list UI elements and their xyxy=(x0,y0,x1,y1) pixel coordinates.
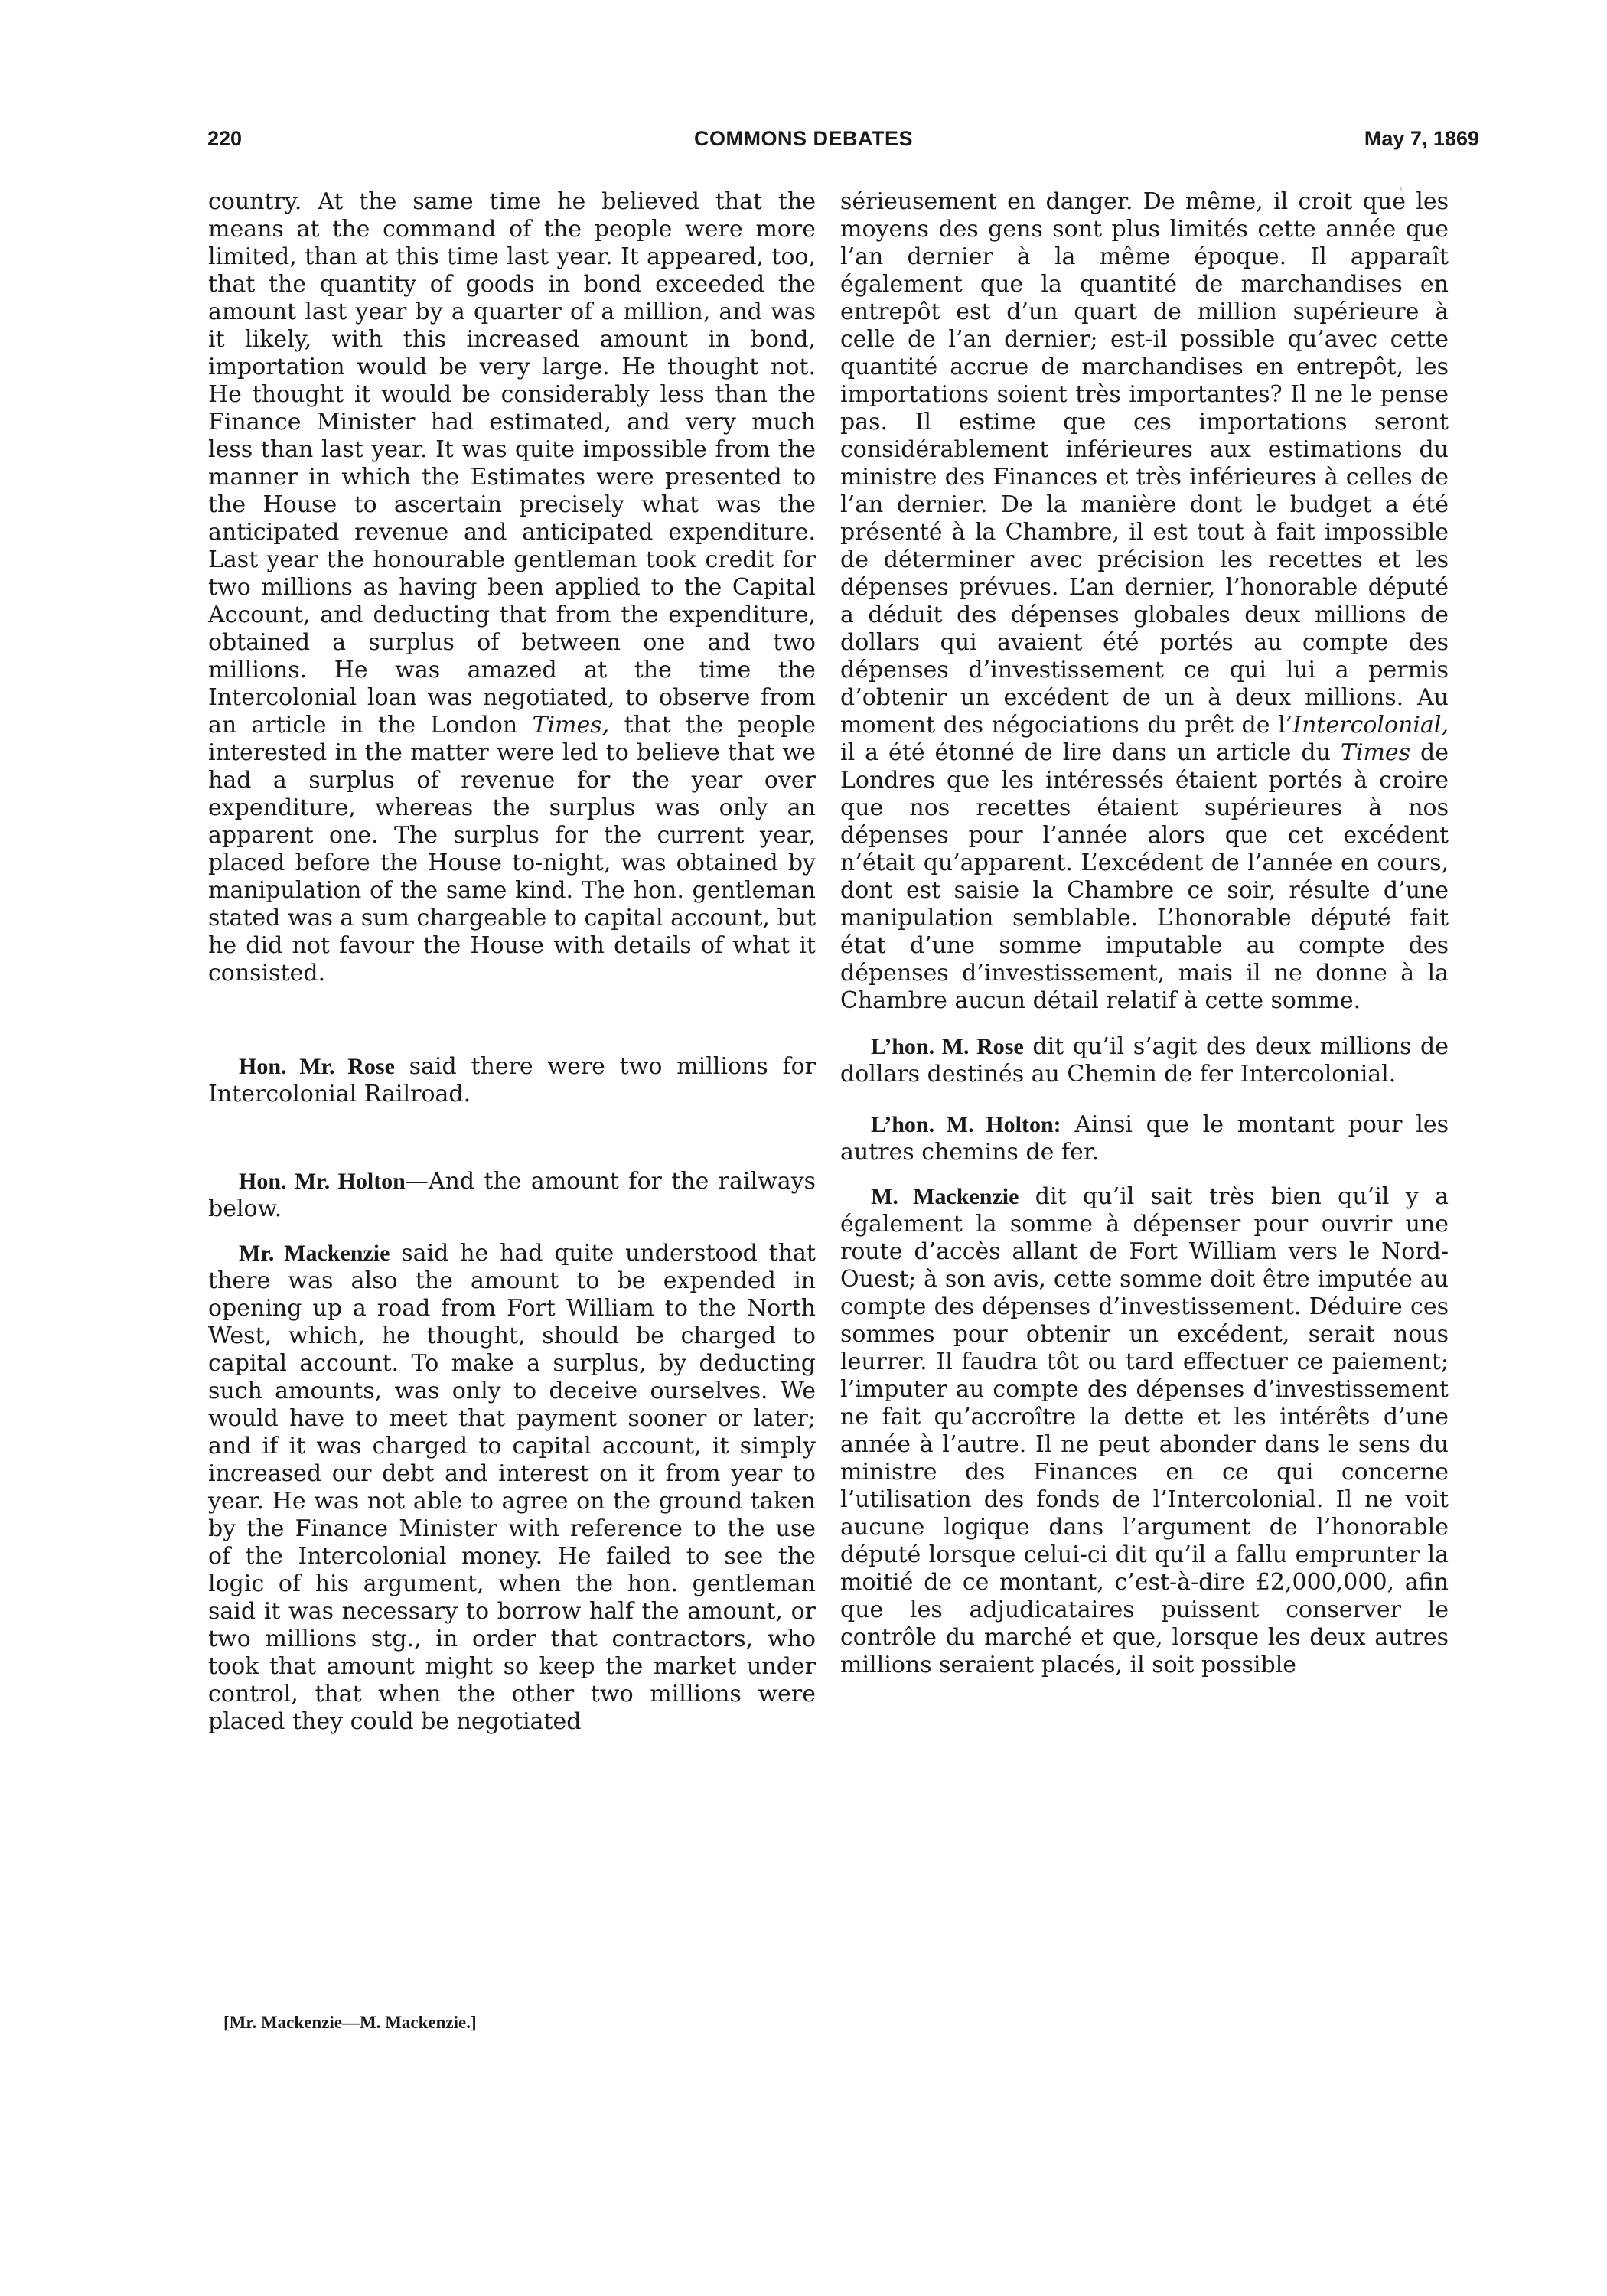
speech-text: Ainsi que le montant pour les autres chemins de fer. xyxy=(840,1111,1449,1166)
speech-text: —And the amount for the railways below. xyxy=(208,1168,816,1222)
french-p1-text: sérieusement en danger. De même, il croit que les moyens des gens sont plus limités cette année que l’an dernier à la même époque. Il apparaît également que la quantité de marchandises en entrepôt est d’un quart de million supérieure à celle de l’an dernier; est-il possible qu’avec cette quantité accrue de marchandises en entrepôt, les importations soient très importantes? Il ne le pense pas. Il estime que ces importations seront considérablement inférieures aux estimations du ministre des Finances et très inférieures à celles de l’an dernier. De la manière dont le budget a été présenté à la Chambre, il est tout à fait impossible de déterminer avec précision les recettes et les dépenses prévues. L’an dernier, l’honorable député a déduit des dépenses globales deux millions de dollars qui avaient été portés au compte des dépenses d’investissement ce qui lui a permis d’obtenir un excédent de un à deux millions. Au moment des négociations du prêt de l’ xyxy=(840,188,1449,739)
page-number: 220 xyxy=(207,127,243,150)
french-rose-paragraph xyxy=(840,1033,1449,1088)
speech-text: said there were two millions for Intercolonial Railroad. xyxy=(208,1053,816,1107)
french-mackenzie-paragraph xyxy=(840,1183,1449,1679)
speaker-name: Hon. Mr. Rose xyxy=(239,1054,395,1079)
english-p1-text: country. At the same time he believed that the means at the command of the people were more limited, than at this time last year. It appeared, too, that the quantity of goods in bond exceeded the amount last year by a quarter of a million, and was it likely, with this increased amount in bond, importation would be very large. He thought not. He thought it would be considerably less than the Finance Minister had estimated, and very much less than last year. It was quite impossible from the manner in which the Estimates were presented to the House to ascertain precisely what was the anticipated revenue and anticipated expenditure. Last year the honourable gentleman took credit for two millions as having been applied to the Capital Account, and deducting that from the expenditure, obtained a surplus of between one and two millions. He was amazed at the time the Intercolonial loan was negotiated, to observe from an article in the London xyxy=(208,188,816,739)
publication-title: COMMONS DEBATES xyxy=(693,127,913,150)
french-holton-paragraph xyxy=(840,1111,1449,1166)
french-p1-italic-2: Times xyxy=(1340,739,1411,766)
french-column xyxy=(840,188,1449,1679)
speaker-name: L’hon. M. Rose xyxy=(871,1034,1024,1059)
english-holton-paragraph xyxy=(208,1168,816,1223)
speaker-name: Mr. Mackenzie xyxy=(239,1241,390,1266)
speech-text: dit qu’il sait très bien qu’il y a également la somme à dépenser pour ouvrir une route d’accès allant de Fort William vers le Nord-Ouest; à son avis, cette somme doit être imputée au compte des dépenses d’investissement. Déduire ces sommes pour obtenir un excédent, serait nous leurrer. Il faudra tôt ou tard effectuer ce paiement; l’imputer au compte des dépenses d’investissement ne fait qu’accroître la dette et les intérêts d’une année à l’autre. Il ne peut abonder dans le sens du ministre des Finances en ce qui concerne l’utilisation des fonds de l’Intercolonial. Il ne voit aucune logique dans l’argument de l’honorable député lorsque celui-ci dit qu’il a fallu emprunter la moitié de ce montant, c’est-à-dire £2,000,000, afin que les adjudicataires puissent conserver le contrôle du marché et que, lorsque les deux autres millions seraient placés, il soit possible xyxy=(840,1183,1449,1678)
english-p1-italic: Times, xyxy=(532,712,610,739)
french-p1-text-b: il a été étonné de lire dans un article du xyxy=(840,739,1341,766)
page-header xyxy=(0,127,1607,161)
session-date: May 7, 1869 xyxy=(1364,127,1479,150)
english-paragraph-1 xyxy=(208,188,816,987)
english-mackenzie-paragraph xyxy=(208,1240,816,1736)
english-p1-end: that the people interested in the matter were led to believe that we had a surplus of revenue for the year over expenditure, whereas the surplus was only an apparent one. The surplus for the current year, placed before the House to-night, was obtained by manipulation of the same kind. The hon. gentleman stated was a sum chargeable to capital account, but he did not favour the House with details of what it consisted. xyxy=(208,712,816,987)
english-column xyxy=(208,188,816,1736)
speech-text: said he had quite understood that there was also the amount to be expended in opening up a road from Fort William to the North West, which, he thought, should be charged to capital account. To make a surplus, by deducting such amounts, was only to deceive ourselves. We would have to meet that payment sooner or later; and if it was charged to capital account, it simply increased our debt and interest on it from year to year. He was not able to agree on the ground taken by the Finance Minister with reference to the use of the Intercolonial money. He failed to see the logic of his argument, when the hon. gentleman said it was necessary to borrow half the amount, or two millions stg., in order that contractors, who took that amount might so keep the market under control, that when the other two millions were placed they could be negotiated xyxy=(208,1240,816,1735)
french-paragraph-1 xyxy=(840,188,1449,1015)
speaker-name: M. Mackenzie xyxy=(871,1184,1019,1209)
speech-text: dit qu’il s’agit des deux millions de dollars destinés au Chemin de fer Intercolonial. xyxy=(840,1033,1449,1088)
french-p1-italic-1: Intercolonial, xyxy=(1292,712,1449,739)
speaker-name: L’hon. M. Holton: xyxy=(871,1112,1061,1137)
french-p1-text-c: de Londres que les intéressés étaient portés à croire que nos recettes étaient supérieures à nos dépenses pour l’année alors que cet excédent n’était qu’apparent. L’excédent de l’année en cours, dont est saisie la Chambre ce soir, résulte d’une manipulation semblable. L’honorable député fait état d’une somme imputable au compte des dépenses d’investissement, mais il ne donne à la Chambre aucun détail relatif à cette somme. xyxy=(840,739,1449,1014)
speaker-footnote: [Mr. Mackenzie—M. Mackenzie.] xyxy=(223,2013,477,2032)
english-rose-paragraph xyxy=(208,1053,816,1108)
speaker-name: Hon. Mr. Holton xyxy=(239,1169,406,1194)
